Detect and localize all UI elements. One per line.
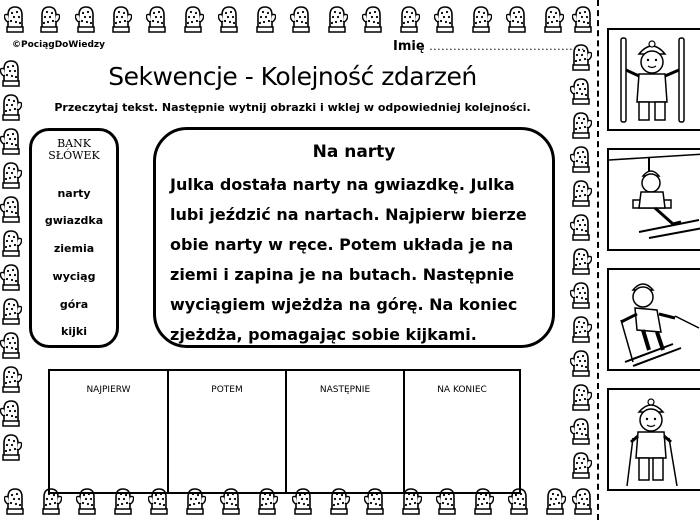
name-dotted-line: .......................................	[429, 40, 586, 53]
mitten-icon	[362, 4, 384, 34]
mitten-icon	[254, 4, 276, 34]
word-bank-item: kijki	[61, 325, 87, 338]
skier-on-chairlift-icon	[609, 150, 700, 249]
mitten-icon	[0, 432, 22, 462]
sequence-slot-finally[interactable]	[405, 371, 519, 492]
mitten-icon	[544, 486, 566, 516]
word-bank-item: gwiazdka	[44, 214, 104, 227]
word-bank-title-line2: SŁÓWEK	[48, 149, 100, 162]
mitten-icon	[0, 126, 22, 156]
story-line: obie narty w ręce. Potem układa je na	[170, 235, 514, 254]
mitten-icon	[570, 416, 592, 446]
sequence-slot-first[interactable]	[50, 371, 169, 492]
mitten-icon	[570, 212, 592, 242]
story-line: lubi jeździć na nartach. Najpierw bierze	[170, 205, 527, 224]
mitten-icon	[542, 4, 564, 34]
mitten-icon	[570, 178, 592, 208]
mitten-icon	[434, 4, 456, 34]
mitten-icon	[570, 314, 592, 344]
mitten-icon	[572, 4, 594, 34]
mitten-icon	[0, 262, 22, 292]
sequence-label: NASTĘPNIE	[319, 385, 371, 395]
sequence-slot-then[interactable]	[169, 371, 287, 492]
mitten-icon	[570, 144, 592, 174]
mitten-icon	[570, 348, 592, 378]
name-field[interactable]	[393, 39, 585, 54]
mitten-icon	[470, 4, 492, 34]
story-title: Na narty	[312, 142, 396, 162]
skier-holding-skis-icon	[609, 30, 700, 129]
story-line: zjeżdża, pomagając sobie kijkami.	[170, 325, 477, 344]
picture-card[interactable]	[607, 28, 700, 131]
mitten-icon	[570, 246, 592, 276]
mitten-icon	[0, 228, 22, 258]
mitten-icon	[146, 4, 168, 34]
word-bank-item: narty	[57, 187, 91, 200]
word-bank-title-line1: BANK	[57, 137, 91, 150]
page-title: Sekwencje - Kolejność zdarzeń	[108, 62, 477, 91]
story-line: wyciągiem wjeżdża na górę. Na koniec	[170, 295, 518, 314]
word-bank-title	[32, 138, 116, 162]
mitten-icon	[572, 486, 594, 516]
mitten-icon	[38, 4, 60, 34]
sequence-label: NA KONIEC	[437, 385, 487, 395]
mitten-icon	[290, 4, 312, 34]
picture-card[interactable]	[607, 148, 700, 251]
word-bank	[29, 128, 119, 348]
word-bank-item: ziemia	[53, 242, 95, 255]
mitten-icon	[326, 4, 348, 34]
name-label: Imię	[393, 39, 425, 54]
mitten-icon	[0, 330, 22, 360]
sequence-label: NAJPIERW	[86, 385, 131, 395]
picture-card[interactable]	[607, 268, 700, 371]
mitten-icon	[0, 194, 22, 224]
instructions: Przeczytaj tekst. Następnie wytnij obrazki i wklej w odpowiedniej kolejności.	[54, 101, 531, 114]
mitten-icon	[570, 110, 592, 140]
mitten-icon	[110, 4, 132, 34]
cut-line	[597, 0, 599, 520]
mitten-icon	[506, 4, 528, 34]
skier-standing-with-poles-icon	[609, 390, 700, 489]
sequence-table	[48, 369, 521, 494]
story-box	[153, 127, 555, 348]
mitten-icon	[0, 160, 22, 190]
skier-downhill-icon	[609, 270, 700, 369]
mitten-icon	[218, 4, 240, 34]
word-bank-item: wyciąg	[52, 270, 96, 283]
mitten-icon	[570, 450, 592, 480]
author-credit: ©PociągDoWiedzy	[12, 40, 106, 50]
sequence-label: POTEM	[211, 385, 243, 395]
mitten-icon	[570, 280, 592, 310]
mitten-icon	[75, 4, 97, 34]
sequence-slot-next[interactable]	[287, 371, 405, 492]
mitten-icon	[0, 364, 22, 394]
mitten-icon	[0, 398, 22, 428]
mitten-icon	[0, 296, 22, 326]
story-line: Julka dostała narty na gwiazdkę. Julka	[170, 175, 515, 194]
mitten-icon	[182, 4, 204, 34]
story-line: ziemi i zapina je na butach. Następnie	[170, 265, 515, 284]
word-bank-item: góra	[59, 298, 89, 311]
mitten-icon	[570, 382, 592, 412]
mitten-icon	[4, 4, 26, 34]
mitten-icon	[398, 4, 420, 34]
mitten-icon	[4, 486, 26, 516]
picture-card[interactable]	[607, 388, 700, 491]
